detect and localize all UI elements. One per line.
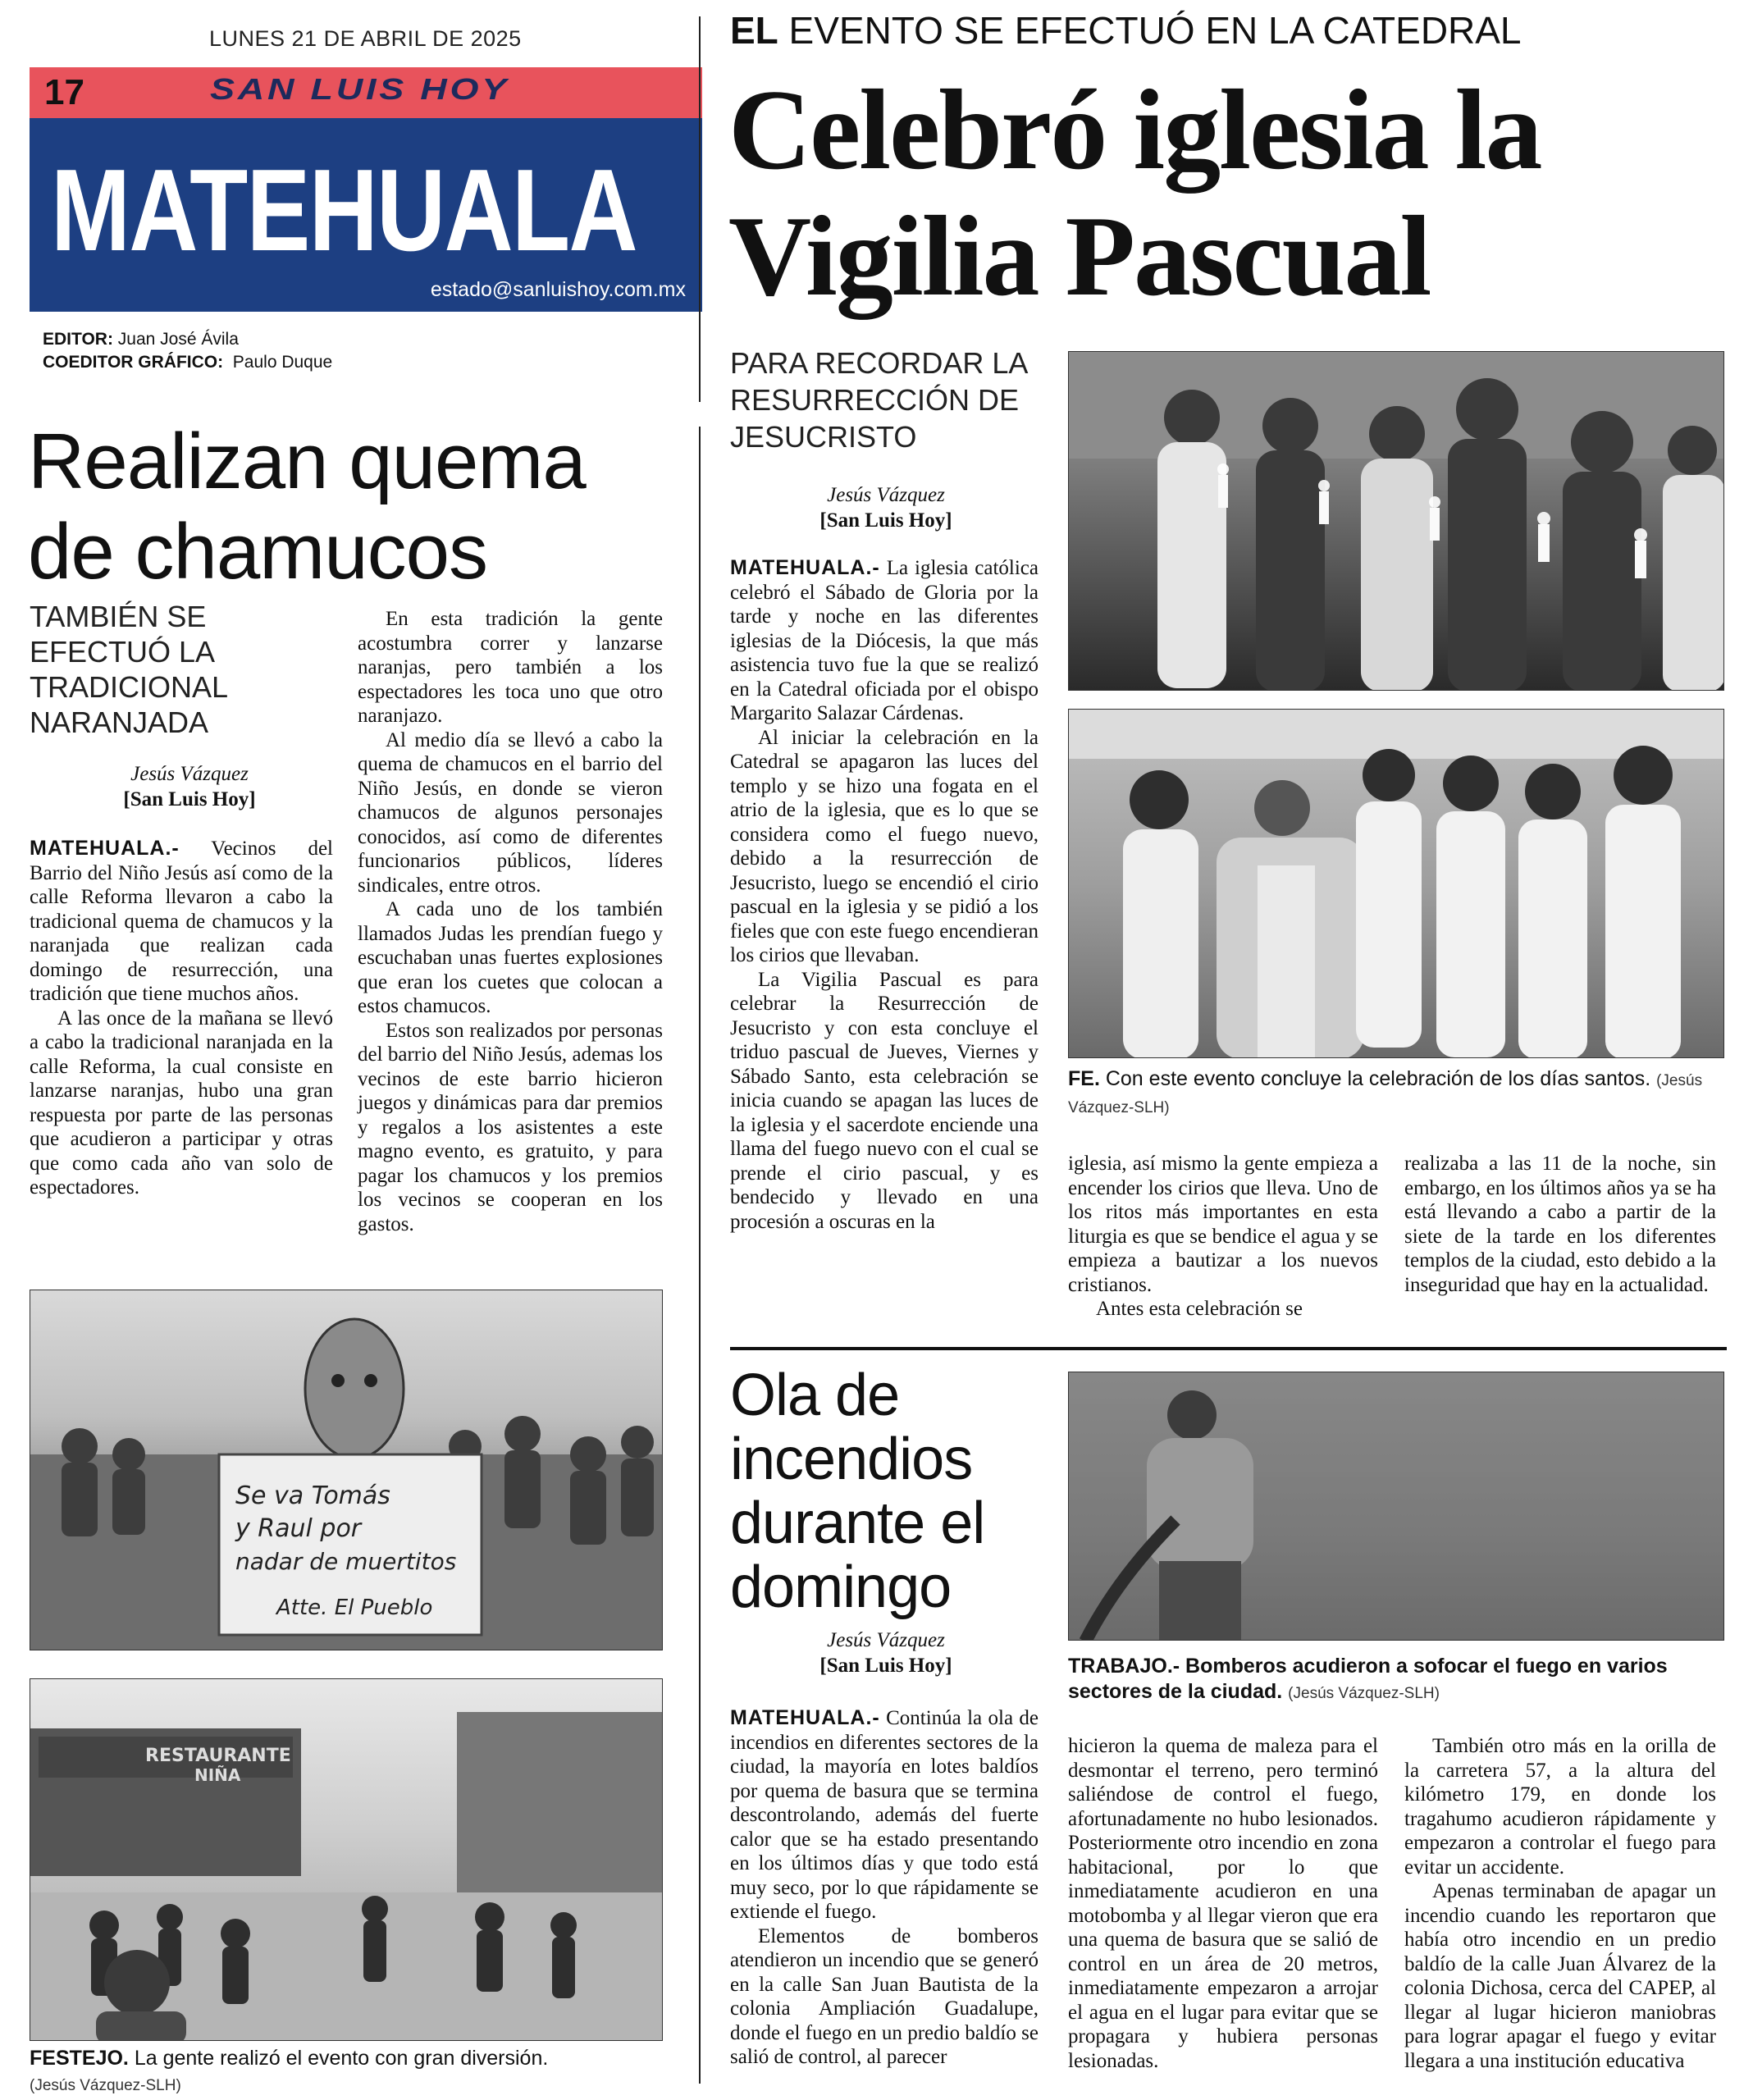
story1-caption [30,2046,669,2098]
editor-credit [43,328,332,374]
story3-paragraph: También otro más en la orilla de la carretera 57, a la altura del kilómetro 179, en donde los tragahumo acudieron rápidamente y empezaron a controlar el fuego para evitar un accidente. [1404,1735,1716,1879]
chamuco-photo [30,1290,663,1650]
byline-name: Jesús Vázquez [130,763,249,785]
caption-credit: (Jesús Vázquez-SLH) [1288,1685,1440,1702]
coeditor-label: COEDITOR GRÁFICO: [43,353,224,372]
street-festivity-photo [30,1678,663,2041]
story1-paragraph: A las once de la mañana se llevó a cabo la tradicional naranjada en la calle Reforma, la cual consiste en lanzarse naranjas, hubo una gran respuesta por parte de las personas que acudieron a participar y otras que como cada año van solo de espectadores. [30,1007,333,1198]
caption-text: La gente realizó el evento con gran diversión. [128,2047,549,2070]
story1-paragraph: En esta tradición la gente acostumbra correr y lanzarse naranjas, pero también a los espectadores les toca uno que otro naranjazo. [358,608,663,727]
column-divider [699,16,701,402]
caption-lead: TRABAJO.- [1068,1655,1180,1678]
svg-text:nadar de muertitos: nadar de muertitos [235,1548,457,1575]
issue-date: LUNES 21 DE ABRIL DE 2025 [209,26,522,51]
blessing-photo [1068,709,1724,1058]
story2-byline [730,482,1042,533]
story-divider [730,1347,1727,1350]
coeditor-name: Paulo Duque [232,353,333,372]
story2-headline: Celebró iglesia la Vigilia Pascual [728,66,1541,320]
red-band [30,67,702,118]
story3-byline [730,1628,1042,1678]
caption-text: Bomberos acudieron a sofocar el fuego en varios sectores de la ciudad. [1068,1655,1668,1703]
story2-paragraph: Antes esta celebración se [1096,1298,1303,1320]
story2-paragraph: realizaba a las 11 de la noche, sin embargo, en los últimos años ya se ha está llevando a cabo a partir de la siete de la tarde en los diferentes templos de la ciudad, esto debido a la inseguridad que hay en la actualidad. [1404,1153,1716,1296]
story2-column-1 [730,556,1039,1234]
byline-name: Jesús Vázquez [827,484,945,506]
story2-paragraph: La Vigilia Pascual es para celebrar la Resurrección de Jesucristo y con esta concluye el triduo pascual de Jueves, Viernes y Sábado Santo, esta celebración se inicia cuando se apagan las luces de la iglesia y el sacerdote enciende una llama del fuego nuevo con el cual se prende el cirio pascual, y es bendecido y llevado en una procesión a oscuras en la [730,968,1039,1233]
story3-paragraph: Elementos de bomberos atendieron un incendio que se generó en la calle San Juan Bautista de la colonia Ampliación Guadalupe, donde el fuego en un predio baldío se salió de control, al parecer [730,1924,1039,2068]
byline-outlet: [San Luis Hoy] [123,788,256,810]
story3-paragraph: Continúa la ola de incendios en diferentes sectores de la ciudad, la mayoría en lotes baldíos por quema de basura que se termina descontrolando, además del fuerte calor que se ha estado presentando en los últimos días y que todo está muy seco, por lo que rápidamente se extiende el fuego. [730,1707,1039,1923]
street-illustration [30,1679,663,2041]
story3-column-3 [1404,1734,1716,2073]
kicker-rest: EVENTO SE EFECTUÓ EN LA CATEDRAL [778,9,1522,52]
chamuco-illustration [30,1290,663,1650]
paper-name: SAN LUIS HOY [210,72,510,106]
story2-paragraph: iglesia, así mismo la gente empieza a encender los cirios que lleva. Uno de los ritos más importantes en esta liturgia es que se bendice el agua y se empieza a bautizar a los nuevos cristianos. [1068,1153,1378,1296]
story2-column-2 [1068,1152,1378,1322]
svg-text:RESTAURANTE: RESTAURANTE [145,1746,291,1766]
vigil-illustration [1069,352,1724,691]
story2-deck: PARA RECORDAR LA RESURRECCIÓN DE JESUCRISTO [730,346,1027,454]
story1-dateline: MATEHUALA.- [30,837,180,860]
section-email: estado@sanluishoy.com.mx [430,278,686,301]
story1-deck: TAMBIÉN SE EFECTUÓ LA TRADICIONAL NARANJADA [30,600,227,739]
story2-caption [1068,1066,1716,1121]
story1-headline: Realizan quema de chamucos [28,418,586,596]
story3-paragraph: hicieron la quema de maleza para el desmontar el terreno, pero terminó saliéndose de control el fuego, afortunadamente no hubo lesionados. Posteriormente otro incendio en zona habitacional, por lo que inmediatamente acudieron en una motobomba y al llegar vieron que era una quema de basura que se salió de control en un área de 20 metros, inmediatamente empezaron a arrojar el agua en el lugar para evitar que se propagara y hubiera personas lesionadas. [1068,1735,1378,2072]
editor-name: Juan José Ávila [117,330,239,349]
story3-headline: Ola de incendios durante el domingo [730,1363,985,1620]
svg-text:Se va Tomás: Se va Tomás [235,1481,390,1510]
firefighter-photo [1068,1372,1724,1641]
caption-lead: FE. [1068,1067,1100,1090]
page-number: 17 [44,72,84,112]
story2-kicker [730,8,1522,52]
story3-dateline: MATEHUALA.- [730,1706,880,1729]
story1-byline [30,761,349,812]
story1-column-1 [30,837,333,1200]
story1-column-2 [358,607,663,1236]
story3-caption [1068,1654,1724,1706]
column-divider [699,427,701,2084]
story2-dateline: MATEHUALA.- [730,556,880,579]
story1-paragraph: A cada uno de los también llamados Judas les prendían fuego y escuchaban unas fuertes explosiones que eran los cuetes que colocan a estos chamucos. [358,898,663,1017]
byline-outlet: [San Luis Hoy] [819,509,952,532]
firefighter-illustration [1069,1372,1724,1641]
story1-paragraph: Al medio día se llevó a cabo la quema de chamucos en el barrio del Niño Jesús, en donde se vieron chamucos de algunos personajes conocidos, así como de diferentes funcionarios públicos, líderes sindicales, entre otros. [358,728,663,897]
section-title: MATEHUALA [51,145,637,276]
story3-paragraph: Apenas terminaban de apagar un incendio cuando les reportaron que había otro incendio en un predio baldío de la calle Juan Álvarez de la colonia Dichosa, cerca del CAPEP, al llegar al lugar hicieron maniobras para lograr apagar el fuego y evitar llegara a una institución educativa [1404,1880,1716,2072]
byline-name: Jesús Vázquez [827,1629,945,1651]
story3-column-1 [730,1706,1039,2070]
kicker-bold: EL [730,9,778,52]
byline-outlet: [San Luis Hoy] [819,1655,952,1677]
blue-band [30,118,702,312]
editor-label: EDITOR: [43,330,113,349]
story3-column-2 [1068,1734,1378,2073]
svg-text:NIÑA: NIÑA [194,1765,241,1785]
caption-credit: (Jesús Vázquez-SLH) [1068,1072,1703,1116]
caption-credit: (Jesús Vázquez-SLH) [30,2077,181,2094]
blessing-illustration [1069,710,1724,1058]
story1-paragraph: Vecinos del Barrio del Niño Jesús así como de la calle Reforma llevaron a cabo la tradicional quema de chamucos y la naranjada que realizan cada domingo de resurrección, una tradición que tiene muchos años. [30,838,333,1005]
candle-vigil-photo [1068,351,1724,691]
story2-paragraph: Al iniciar la celebración en la Catedral se apagaron las luces del templo y se hizo una fogata en el atrio de la iglesia, que es lo que se considera como el fuego nuevo, debido a la resurrección de Jesucristo, luego se encendió el cirio pascual en la iglesia y se pidió a los fieles que con este fuego encendieran los cirios que llevaban. [730,726,1039,966]
story2-paragraph: La iglesia católica celebró el Sábado de Gloria por la tarde y noche en las diferentes iglesias de la Diócesis, la que más asistencia tuvo fue la que se realizó en la Catedral oficiada por el obispo Margarito Salazar Cárdenas. [730,557,1039,724]
svg-text:Atte. El Pueblo: Atte. El Pueblo [276,1596,433,1620]
caption-lead: FESTEJO. [30,2047,129,2070]
story2-column-3 [1404,1152,1716,1297]
caption-text: Con este evento concluye la celebración de los días santos. [1099,1067,1651,1090]
svg-text:y Raul por: y Raul por [235,1514,362,1543]
story1-paragraph: Estos son realizados por personas del barrio del Niño Jesús, ademas los vecinos de este barrio hicieron juegos y dinámicas para dar premios y regalos a los asistentes a este magno evento, es gratuito, y para pagar los chamucos y los premios los vecinos se cooperan en los gastos. [358,1019,663,1235]
